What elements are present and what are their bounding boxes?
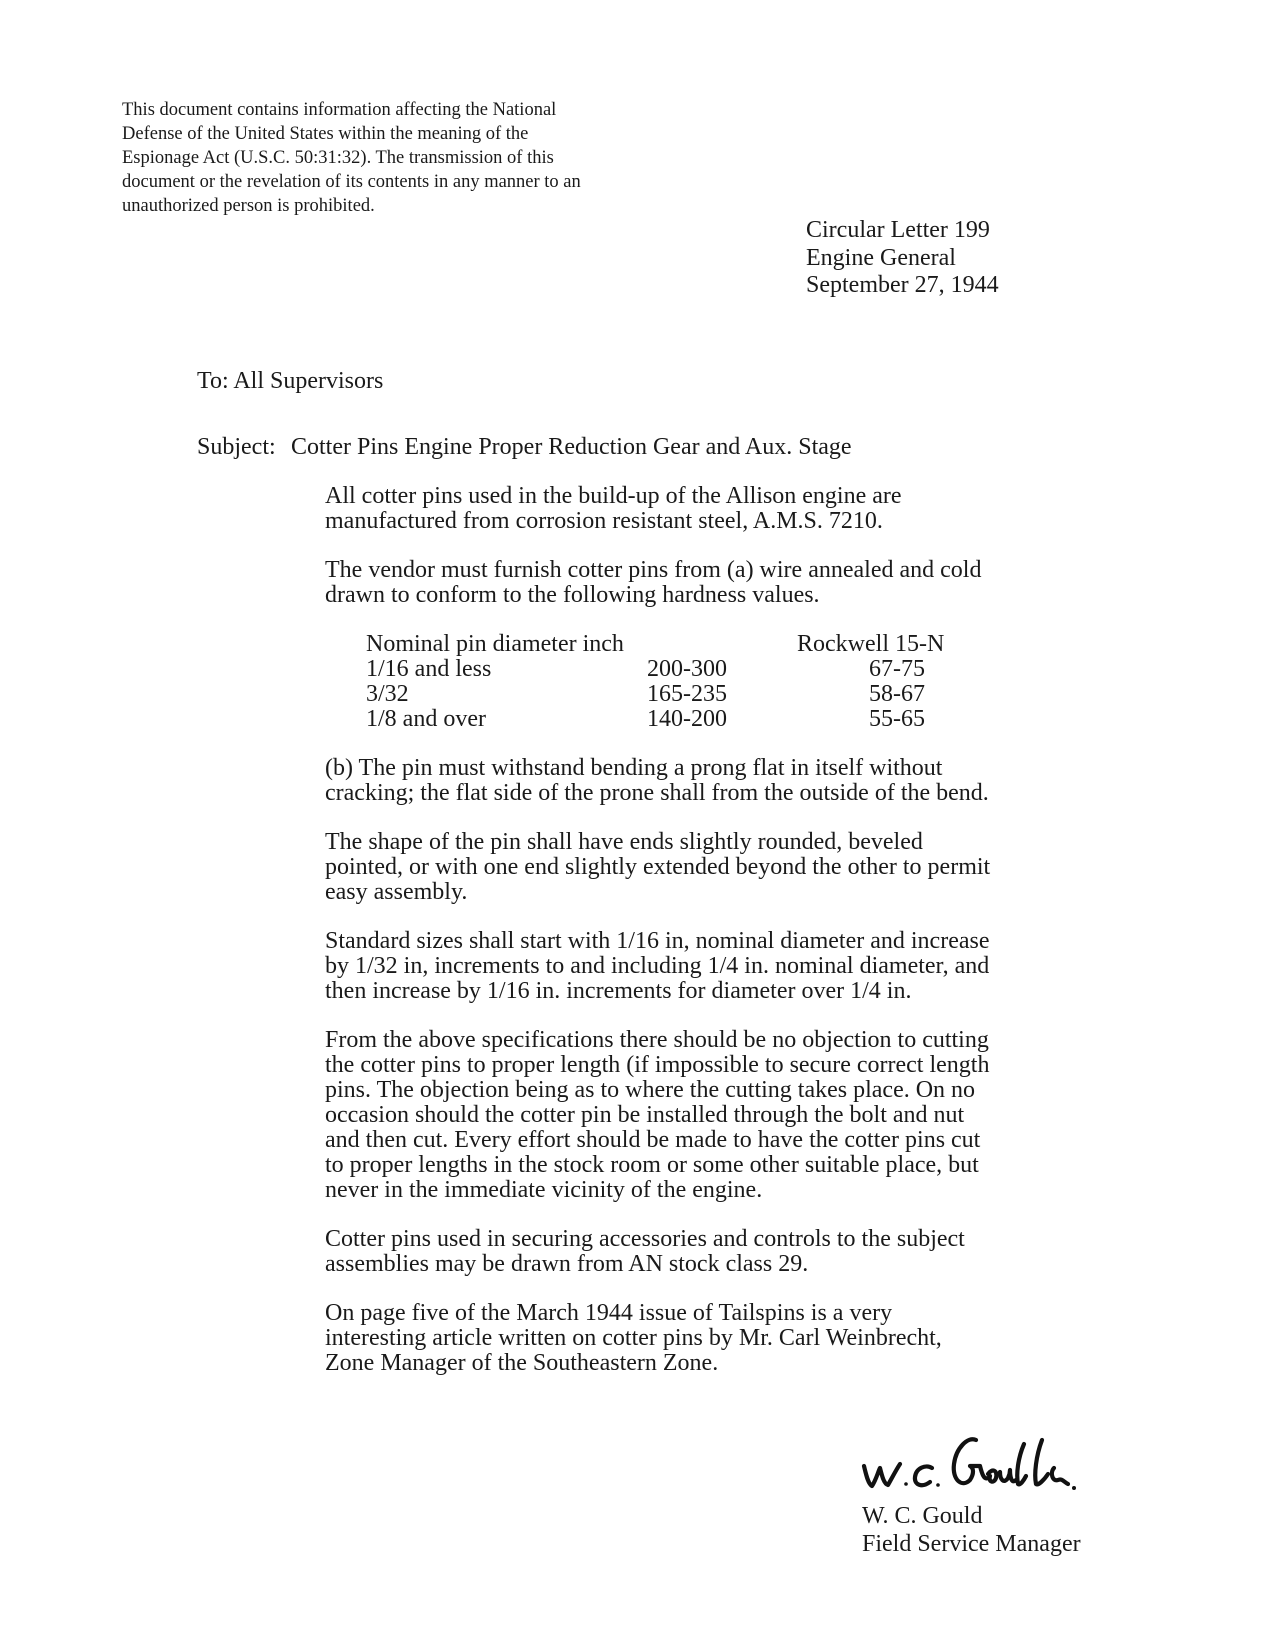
paragraph-line: Cotter pins used in securing accessories and controls to the subject [325, 1226, 965, 1252]
recipient-line: To: All Supervisors [197, 368, 384, 394]
paragraph-line: the cotter pins to proper length (if impossible to secure correct length [325, 1052, 990, 1078]
notice-line: This document contains information affecting the National [122, 100, 557, 120]
signatory-block [862, 1502, 1081, 1558]
table-cell-diameter: 3/32 [366, 681, 409, 707]
letter-category: Engine General [806, 244, 956, 271]
paragraph-line: easy assembly. [325, 879, 468, 905]
table-header-row [325, 632, 1045, 657]
signatory-title: Field Service Manager [862, 1531, 1081, 1557]
paragraph-line: cracking; the flat side of the prone shall from the outside of the bend. [325, 780, 989, 806]
paragraph-shape [325, 830, 1045, 905]
table-cell-diameter: 1/8 and over [366, 706, 486, 732]
paragraph-line: occasion should the cotter pin be installed through the bolt and nut [325, 1102, 965, 1128]
notice-line: Defense of the United States within the meaning of the [122, 124, 529, 144]
table-cell-range: 200-300 [647, 656, 727, 682]
paragraph-sizes [325, 929, 1045, 1004]
paragraph-line: All cotter pins used in the build-up of the Allison engine are [325, 483, 902, 509]
paragraph-line: The vendor must furnish cotter pins from (a) wire annealed and cold [325, 557, 982, 583]
paragraph-line: drawn to conform to the following hardness values. [325, 582, 820, 608]
letter-body [325, 484, 1045, 1400]
paragraph-line: pins. The objection being as to where the cutting takes place. On no [325, 1077, 976, 1103]
table-cell-rockwell: 67-75 [869, 656, 925, 682]
paragraph-material [325, 484, 1045, 534]
notice-line: Espionage Act (U.S.C. 50:31:32). The transmission of this [122, 148, 554, 168]
table-cell-rockwell: 58-67 [869, 681, 925, 707]
paragraph-line: never in the immediate vicinity of the engine. [325, 1177, 763, 1203]
letter-date: September 27, 1944 [806, 272, 999, 298]
handwritten-signature [858, 1428, 1088, 1498]
paragraph-line: The shape of the pin shall have ends slightly rounded, beveled [325, 829, 923, 855]
paragraph-line: From the above specifications there should be no objection to cutting [325, 1027, 989, 1053]
paragraph-line: interesting article written on cotter pins by Mr. Carl Weinbrecht, [325, 1325, 942, 1351]
signatory-name: W. C. Gould [862, 1503, 983, 1529]
paragraph-cutting [325, 1028, 1045, 1203]
paragraph-bending [325, 756, 1045, 806]
table-row [325, 657, 1045, 682]
paragraph-article [325, 1301, 1045, 1376]
paragraph-line: then increase by 1/16 in. increments for diameter over 1/4 in. [325, 978, 912, 1004]
notice-line: unauthorized person is prohibited. [122, 196, 375, 216]
letter-header [806, 217, 999, 300]
table-cell-rockwell: 55-65 [869, 706, 925, 732]
paragraph-accessories [325, 1227, 1045, 1277]
paragraph-vendor [325, 558, 1045, 608]
paragraph-line: Zone Manager of the Southeastern Zone. [325, 1350, 719, 1376]
table-cell-range: 140-200 [647, 706, 727, 732]
paragraph-line: and then cut. Every effort should be made to have the cotter pins cut [325, 1127, 981, 1153]
notice-line: document or the revelation of its contents in any manner to an [122, 172, 581, 192]
table-row [325, 682, 1045, 707]
paragraph-line: On page five of the March 1944 issue of Tailspins is a very [325, 1300, 893, 1326]
subject-line [197, 434, 852, 461]
paragraph-line: assemblies may be drawn from AN stock class 29. [325, 1251, 809, 1277]
paragraph-line: Standard sizes shall start with 1/16 in, nominal diameter and increase [325, 928, 990, 954]
hardness-table [325, 632, 1045, 732]
table-header-diameter: Nominal pin diameter inch [366, 631, 624, 657]
security-notice [122, 98, 642, 218]
paragraph-line: by 1/32 in, increments to and including 1/4 in. nominal diameter, and [325, 953, 990, 979]
subject-label: Subject: [197, 434, 276, 460]
circular-number: Circular Letter 199 [806, 217, 990, 243]
paragraph-line: (b) The pin must withstand bending a prong flat in itself without [325, 755, 943, 781]
paragraph-line: pointed, or with one end slightly extended beyond the other to permit [325, 854, 991, 880]
table-cell-range: 165-235 [647, 681, 727, 707]
table-cell-diameter: 1/16 and less [366, 656, 492, 682]
table-row [325, 707, 1045, 732]
paragraph-line: to proper lengths in the stock room or some other suitable place, but [325, 1152, 979, 1178]
subject-text: Cotter Pins Engine Proper Reduction Gear and Aux. Stage [291, 434, 852, 460]
table-header-rockwell: Rockwell 15-N [797, 631, 945, 657]
paragraph-line: manufactured from corrosion resistant steel, A.M.S. 7210. [325, 508, 883, 534]
